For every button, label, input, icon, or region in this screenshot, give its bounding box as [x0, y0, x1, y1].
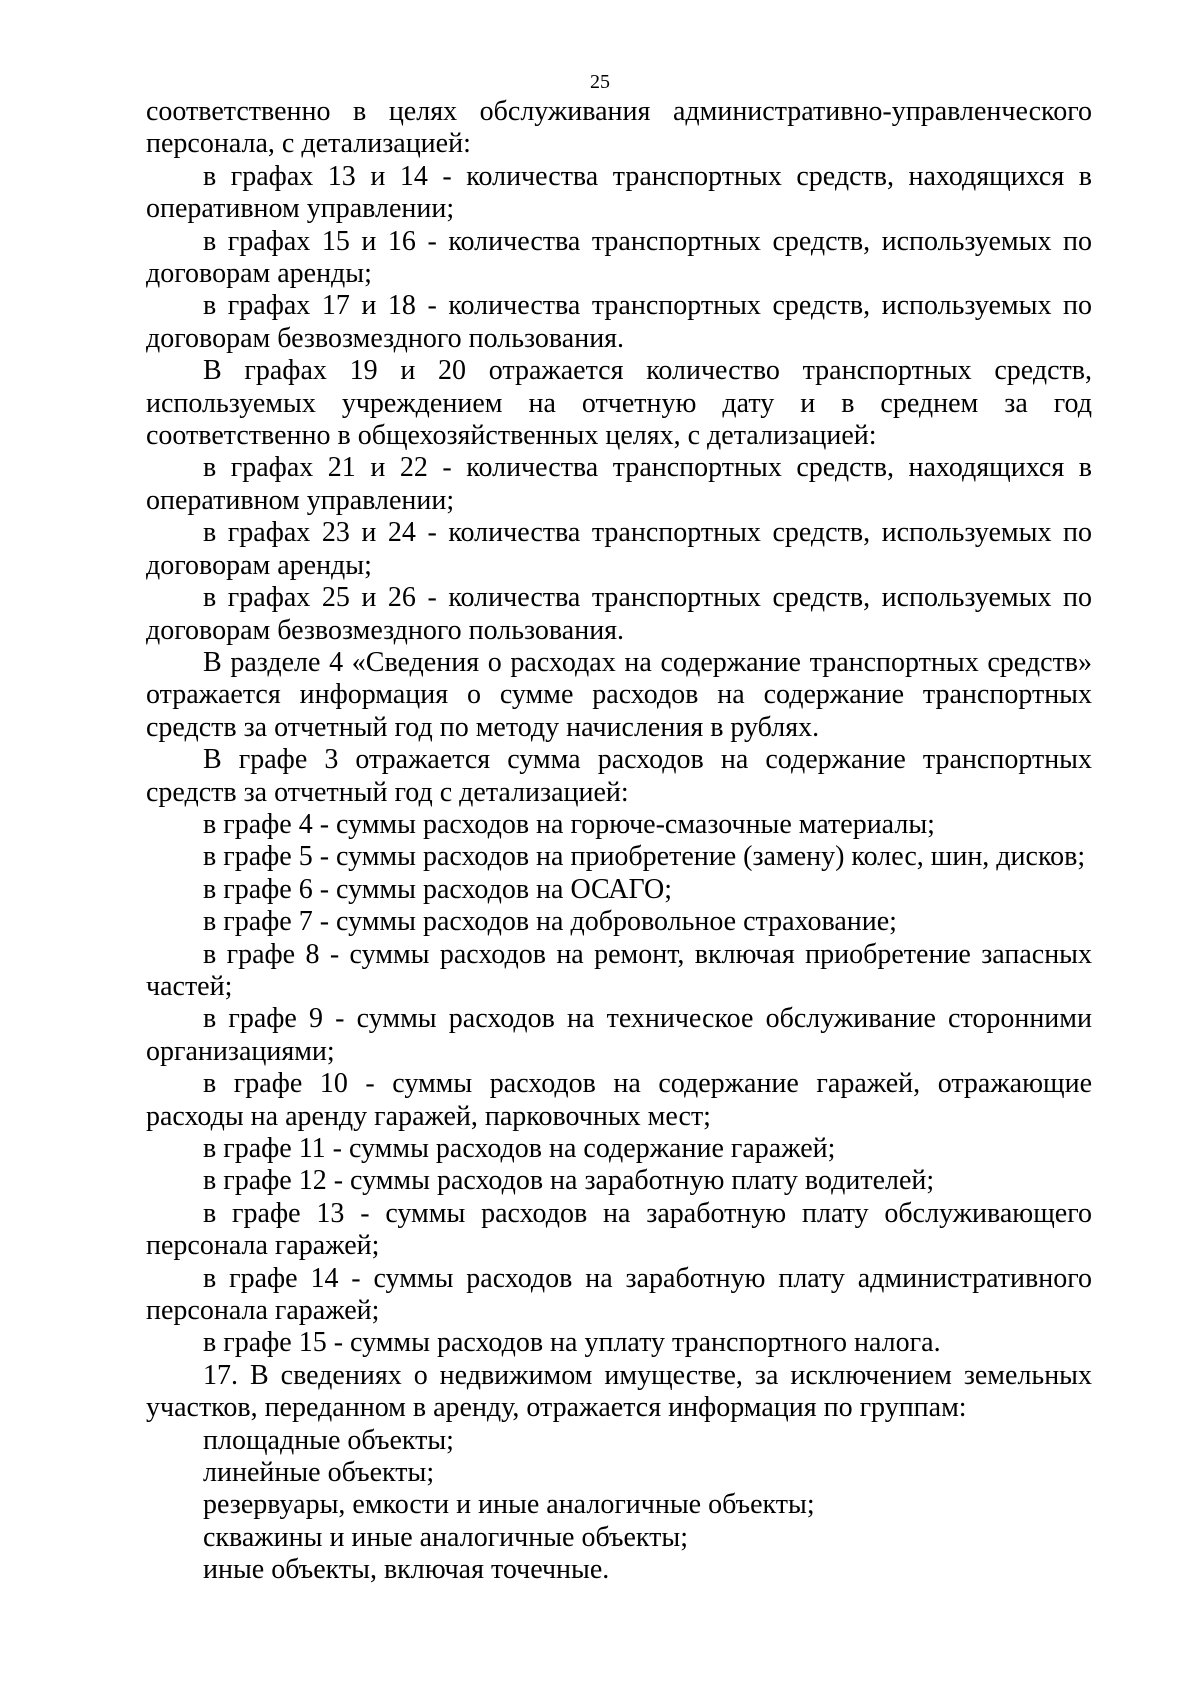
list-item: резервуары, емкости и иные аналогичные объекты;	[203, 1489, 815, 1521]
paragraph: в графе 9 - суммы расходов на техническое обслуживание сторонними организациями;	[146, 1003, 1092, 1067]
list-item: иные объекты, включая точечные.	[203, 1554, 610, 1586]
paragraph: в графе 8 - суммы расходов на ремонт, включая приобретение запасных частей;	[146, 938, 1092, 1002]
paragraph: соответственно в целях обслуживания административно-управленческого персонала, с детализацией:	[146, 96, 1092, 160]
paragraph: в графах 23 и 24 - количества транспортных средств, используемых по договорам аренды;	[146, 517, 1092, 581]
paragraph: в графе 10 - суммы расходов на содержание гаражей, отражающие расходы на аренду гаражей, парковочных мест;	[146, 1068, 1092, 1132]
paragraph: в графе 7 - суммы расходов на добровольное страхование;	[203, 906, 897, 938]
paragraph: в графе 15 - суммы расходов на уплату транспортного налога.	[203, 1327, 941, 1359]
paragraph: в графах 15 и 16 - количества транспортных средств, используемых по договорам аренды;	[146, 225, 1092, 290]
list-item: линейные объекты;	[203, 1457, 435, 1489]
paragraph: В графах 19 и 20 отражается количество транспортных средств, используемых учреждением на отчетную дату и в среднем за год соответственно в общехозяйственных целях, с детализацией:	[146, 355, 1092, 452]
list-item: площадные объекты;	[203, 1424, 454, 1456]
paragraph: в графе 12 - суммы расходов на заработную плату водителей;	[203, 1165, 935, 1197]
paragraph: в графах 13 и 14 - количества транспортных средств, находящихся в оперативном управлении;	[146, 160, 1092, 225]
paragraph: 17. В сведениях о недвижимом имуществе, за исключением земельных участков, переданном в аренду, отражается информация по группам:	[146, 1359, 1092, 1424]
paragraph: в графах 17 и 18 - количества транспортных средств, используемых по договорам безвозмездного пользования.	[146, 290, 1092, 354]
paragraph: в графе 4 - суммы расходов на горюче-смазочные материалы;	[203, 808, 935, 840]
paragraph: в графе 14 - суммы расходов на заработную плату административного персонала гаражей;	[146, 1262, 1092, 1327]
paragraph: В графе 3 отражается сумма расходов на содержание транспортных средств за отчетный год с детализацией:	[146, 744, 1092, 808]
paragraph: в графах 21 и 22 - количества транспортных средств, находящихся в оперативном управлении;	[146, 452, 1092, 516]
page-number: 25	[590, 71, 610, 93]
paragraph: в графах 25 и 26 - количества транспортных средств, используемых по договорам безвозмездного пользования.	[146, 582, 1092, 646]
paragraph: в графе 6 - суммы расходов на ОСАГО;	[203, 873, 673, 905]
paragraph: в графе 13 - суммы расходов на заработную плату обслуживающего персонала гаражей;	[146, 1197, 1092, 1262]
body-text	[146, 96, 1092, 1587]
paragraph: в графе 11 - суммы расходов на содержание гаражей;	[203, 1133, 836, 1164]
paragraph: В разделе 4 «Сведения о расходах на содержание транспортных средств» отражается информация о сумме расходов на содержание транспортных средств за отчетный год по методу начисления в рублях.	[146, 646, 1092, 743]
paragraph: в графе 5 - суммы расходов на приобретение (замену) колес, шин, дисков;	[203, 841, 1086, 873]
list-item: скважины и иные аналогичные объекты;	[203, 1521, 688, 1553]
